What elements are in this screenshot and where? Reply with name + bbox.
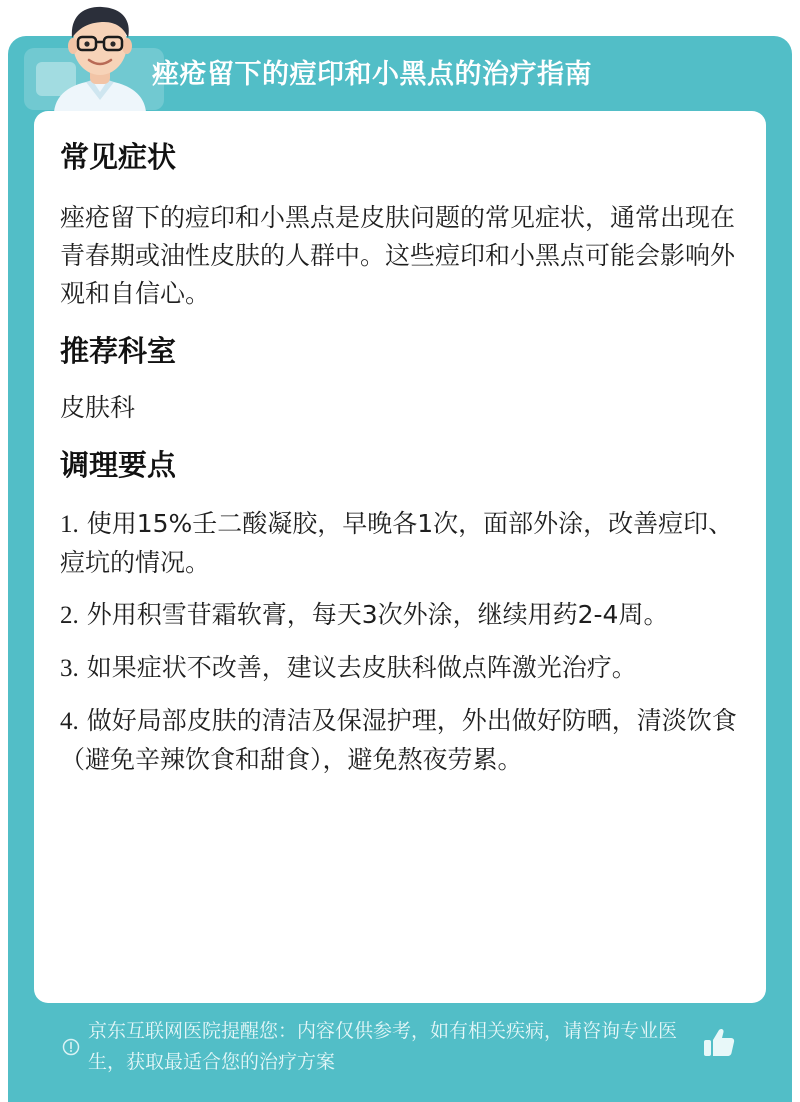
footer-notice-text: 京东互联网医院提醒您：内容仅供参考，如有相关疾病，请咨询专业医生，获取最适合您的治疗方案	[88, 1020, 678, 1073]
info-icon	[62, 1038, 80, 1056]
content-card	[34, 111, 766, 1003]
section-title-symptoms: 常见症状	[60, 140, 177, 174]
list-item	[60, 702, 744, 779]
list-item-number: 1.	[60, 511, 79, 538]
list-item-number: 3.	[60, 655, 79, 682]
list-item	[60, 649, 744, 688]
section-title-care: 调理要点	[60, 448, 177, 482]
list-item-number: 4.	[60, 708, 79, 735]
department-text: 皮肤科	[60, 393, 136, 422]
list-item	[60, 505, 744, 582]
section-title-department: 推荐科室	[60, 334, 177, 368]
list-item-text: 做好局部皮肤的清洁及保湿护理，外出做好防晒，清淡饮食（避免辛辣饮食和甜食），避免熬夜劳累。	[60, 706, 737, 774]
list-item-text: 外用积雪苷霜软膏，每天3次外涂，继续用药2-4周。	[86, 600, 669, 629]
list-item-number: 2.	[60, 602, 79, 629]
page-title: 痤疮留下的痘印和小黑点的治疗指南	[152, 59, 592, 90]
list-item-text: 如果症状不改善，建议去皮肤科做点阵激光治疗。	[86, 653, 637, 682]
list-item-text: 使用15%壬二酸凝胶，早晚各1次，面部外涂，改善痘印、痘坑的情况。	[60, 509, 734, 577]
list-item	[60, 596, 744, 635]
symptoms-text: 痤疮留下的痘印和小黑点是皮肤问题的常见症状，通常出现在青春期或油性皮肤的人群中。这些痘印和小黑点可能会影响外观和自信心。	[60, 203, 736, 308]
doctor-avatar-icon	[46, 0, 154, 112]
thumbs-up-icon[interactable]	[702, 1026, 736, 1060]
